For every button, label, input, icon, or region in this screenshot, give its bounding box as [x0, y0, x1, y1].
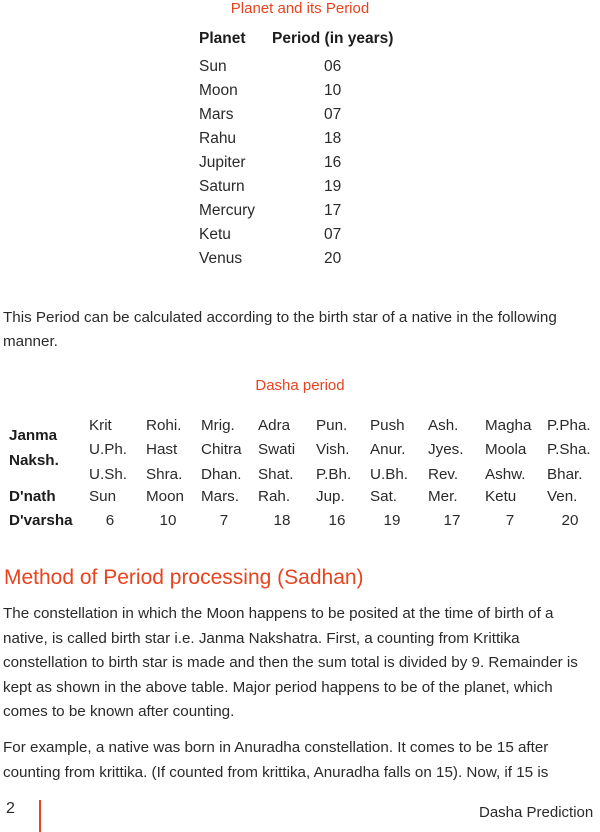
- dasha-years-cell: 7: [219, 512, 229, 529]
- nakshatra-cell: Pun.: [316, 417, 348, 434]
- running-title: Dasha Prediction: [479, 804, 594, 821]
- dasha-years-cell: 6: [105, 512, 115, 529]
- planet-period: 17: [324, 202, 342, 219]
- nakshatra-cell: P.Bh.: [316, 466, 352, 483]
- dasha-years-cell: 20: [561, 512, 579, 529]
- nakshatra-cell: Anur.: [370, 441, 406, 458]
- nakshatra-cell: Vish.: [316, 441, 350, 458]
- planet-period: 07: [324, 226, 342, 243]
- page-number: 2: [6, 800, 15, 817]
- nakshatra-cell: Shat.: [258, 466, 294, 483]
- nakshatra-cell: Ashw.: [485, 466, 526, 483]
- planet-name: Mercury: [199, 202, 255, 219]
- nakshatra-cell: Magha: [485, 417, 532, 434]
- nakshatra-cell: Moola: [485, 441, 527, 458]
- planet-name: Moon: [199, 82, 238, 99]
- nakshatra-cell: Krit: [89, 417, 112, 434]
- planet-name: Venus: [199, 250, 243, 267]
- dasha-years-cell: 10: [159, 512, 177, 529]
- planet-period: 07: [324, 106, 342, 123]
- nakshatra-cell: Adra: [258, 417, 291, 434]
- planet-period: 20: [324, 250, 342, 267]
- dasha-table-title: Dasha period: [255, 377, 345, 394]
- row-label-naksh: Naksh.: [9, 452, 59, 469]
- row-label-dvarsha: D'varsha: [9, 512, 73, 529]
- nakshatra-cell: Chitra: [201, 441, 242, 458]
- section-heading: Method of Period processing (Sadhan): [4, 566, 364, 589]
- footer-divider: [39, 800, 41, 832]
- dasha-years-cell: 18: [273, 512, 291, 529]
- dasha-lord-cell: Ven.: [547, 488, 578, 505]
- dasha-lord-cell: Jup.: [316, 488, 345, 505]
- nakshatra-cell: Push: [370, 417, 405, 434]
- nakshatra-cell: Mrig.: [201, 417, 235, 434]
- nakshatra-cell: Shra.: [146, 466, 183, 483]
- planet-name: Sun: [199, 58, 227, 75]
- planet-period: 06: [324, 58, 342, 75]
- nakshatra-cell: U.Ph.: [89, 441, 127, 458]
- intro-paragraph: This Period can be calculated according to the birth star of a native in the following manner.: [3, 309, 557, 350]
- dasha-years-cell: 17: [443, 512, 461, 529]
- header-planet: Planet: [199, 30, 246, 47]
- planet-name: Rahu: [199, 130, 237, 147]
- planet-name: Jupiter: [199, 154, 246, 171]
- dasha-years-cell: 19: [383, 512, 401, 529]
- nakshatra-cell: U.Bh.: [370, 466, 408, 483]
- dasha-years-cell: 7: [505, 512, 515, 529]
- body-paragraph: The constellation in which the Moon happens to be posited at the time of birth of a native, is called birth star i.e. Janma Nakshatra. First, a counting from Krittika constellation to birth star is made and then the sum total is divided by 9. Remainder is kept as shown in the above table. Major period happens to be of the planet, which comes to be known after counting.: [3, 605, 578, 720]
- nakshatra-cell: P.Sha.: [547, 441, 591, 458]
- header-period: Period (in years): [272, 30, 394, 47]
- nakshatra-cell: Dhan.: [201, 466, 242, 483]
- dasha-lord-cell: Mars.: [201, 488, 239, 505]
- row-label-dnath: D'nath: [9, 488, 56, 505]
- row-label-janma: Janma: [9, 427, 58, 444]
- dasha-lord-cell: Mer.: [428, 488, 458, 505]
- planet-period: 18: [324, 130, 342, 147]
- dasha-lord-cell: Sun: [89, 488, 117, 505]
- dasha-lord-cell: Rah.: [258, 488, 291, 505]
- planet-name: Ketu: [199, 226, 231, 243]
- dasha-lord-cell: Sat.: [370, 488, 398, 505]
- nakshatra-cell: Rev.: [428, 466, 459, 483]
- nakshatra-cell: Swati: [258, 441, 296, 458]
- planet-name: Mars: [199, 106, 234, 123]
- nakshatra-cell: Bhar.: [547, 466, 583, 483]
- planet-name: Saturn: [199, 178, 245, 195]
- planet-table-title: Planet and its Period: [230, 0, 370, 17]
- dasha-lord-cell: Moon: [146, 488, 184, 505]
- example-paragraph: For example, a native was born in Anuradha constellation. It comes to be 15 after counting from krittika. (If counted from krittika, Anuradha falls on 15). Now, if 15 is: [3, 739, 549, 781]
- nakshatra-cell: Rohi.: [146, 417, 182, 434]
- planet-period: 19: [324, 178, 342, 195]
- nakshatra-cell: P.Pha.: [547, 417, 591, 434]
- planet-period: 16: [324, 154, 342, 171]
- planet-period: 10: [324, 82, 342, 99]
- nakshatra-cell: Ash.: [428, 417, 459, 434]
- nakshatra-cell: Jyes.: [428, 441, 464, 458]
- nakshatra-cell: U.Sh.: [89, 466, 127, 483]
- nakshatra-cell: Hast: [146, 441, 178, 458]
- dasha-years-cell: 16: [328, 512, 346, 529]
- dasha-lord-cell: Ketu: [485, 488, 517, 505]
